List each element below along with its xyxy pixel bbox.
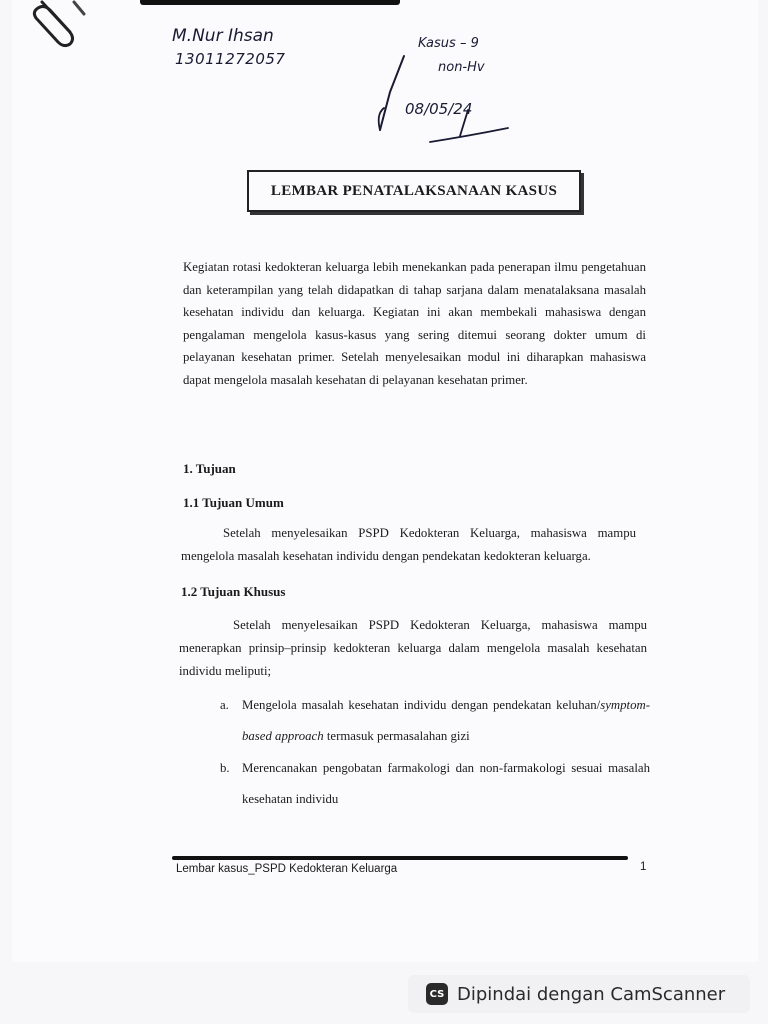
section-1-1-heading: 1.1 Tujuan Umum — [183, 495, 284, 510]
list-item — [220, 753, 650, 815]
document-title-box — [247, 170, 581, 212]
list-item-text: Merencanakan pengobatan farmakologi dan non-farmakologi sesuai masalah kesehatan individu — [242, 761, 650, 806]
handwritten-case-number: Kasus – 9 — [418, 36, 479, 51]
list-item-letter: a. — [220, 698, 229, 712]
footer-label: Lembar kasus_PSPD Kedokteran Keluarga — [176, 863, 398, 875]
page-number: 1 — [640, 861, 647, 873]
document-title: LEMBAR PENATALAKSANAAN KASUS — [270, 182, 558, 199]
list-item-letter: b. — [220, 761, 230, 775]
paperclip-icon — [30, 0, 90, 50]
handwritten-case-type: non-Hv — [438, 60, 485, 75]
section-1-2-heading: 1.2 Tujuan Khusus — [181, 584, 286, 599]
handwritten-name: M.Nur Ihsan — [172, 26, 274, 46]
section-1-1-paragraph: Setelah menyelesaikan PSPD Kedokteran Keluarga, mahasiswa mampu mengelola masalah kesehatan individu dengan pendekatan kedokteran keluarga. — [181, 526, 636, 563]
section-1-2-paragraph: Setelah menyelesaikan PSPD Kedokteran Keluarga, mahasiswa mampu menerapkan prinsip–prinsip kedokteran keluarga dalam mengelola masalah kesehatan individu meliputi; — [179, 618, 647, 678]
list-item-text: Mengelola masalah kesehatan individu dengan pendekatan keluhan/symptom-based approach termasuk permasalahan gizi — [242, 698, 650, 743]
top-edge-bar — [140, 0, 400, 5]
signature-stroke — [368, 52, 518, 147]
camscanner-logo-icon: CS — [426, 983, 448, 1005]
footer-rule — [172, 856, 628, 860]
section-1-heading: 1. Tujuan — [183, 461, 236, 476]
camscanner-watermark — [408, 975, 750, 1013]
list-item — [220, 690, 650, 752]
camscanner-text: Dipindai dengan CamScanner — [457, 983, 726, 1005]
handwritten-student-id: 13011272057 — [175, 50, 286, 68]
handwritten-date: 08/05/24 — [405, 100, 473, 118]
intro-paragraph: Kegiatan rotasi kedokteran keluarga lebih menekankan pada penerapan ilmu pengetahuan dan keterampilan yang telah didapatkan di tahap sarjana dalam menatalaksana masalah kesehatan individu dan keluarga. Kegiatan ini akan membekali mahasiswa dengan pengalaman mengelola kasus-kasus yang sering ditemui seorang dokter umum di pelayanan kesehatan primer. Setelah menyelesaikan modul ini diharapkan mahasiswa dapat mengelola masalah kesehatan di pelayanan kesehatan primer. — [183, 260, 646, 387]
